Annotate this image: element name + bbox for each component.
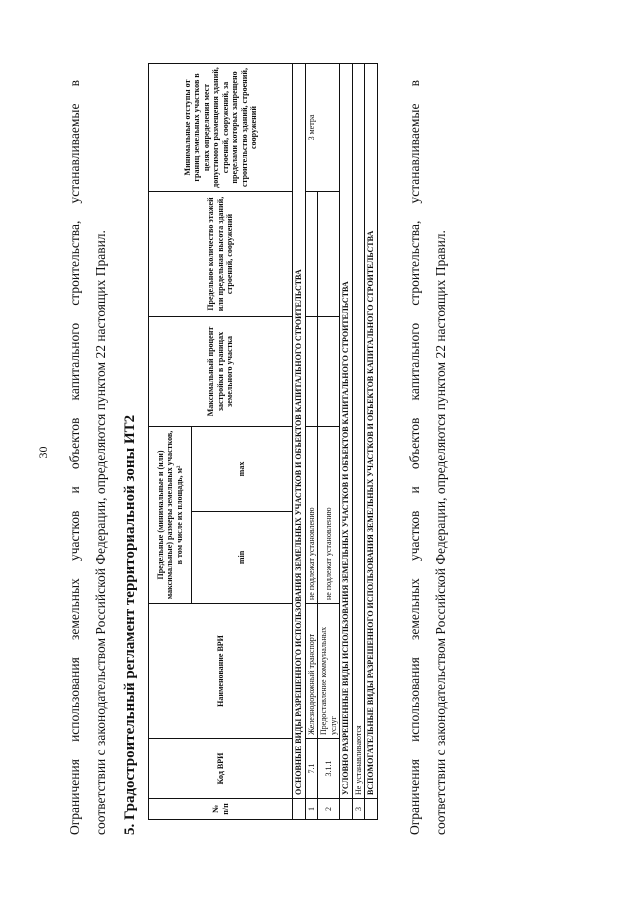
paragraph-line: соответствии с законодательством Российской Федерации, определяются пунктом 22 настоящих Правил. xyxy=(93,230,108,835)
section-main-label: ОСНОВНЫЕ ВИДЫ РАЗРЕШЕННОГО ИСПОЛЬЗОВАНИЯ ЗЕМЕЛЬНЫХ УЧАСТКОВ И ОБЪЕКТОВ КАПИТАЛЬНОГО СТРОИТЕЛЬСТВА xyxy=(293,64,306,799)
paragraph-line: Ограничения использования земельных участков и объектов капитального строительства, устанавливаемые в xyxy=(67,80,82,835)
header-offsets: Минимальные отступы от границ земельных участков в целях определения мест допустимого размещения зданий, строений, сооружений, за пределами которых запрещено строительство зданий, строений, сооружений xyxy=(149,64,293,192)
cell-num: 1 xyxy=(305,799,318,820)
header-max: max xyxy=(192,427,293,512)
cell-sizes: не подлежат установлению xyxy=(318,427,340,604)
cell-offsets: 3 метра xyxy=(305,64,340,192)
table-row xyxy=(352,64,365,820)
cell-floors xyxy=(318,192,340,317)
restrictions-paragraph-top xyxy=(62,80,114,835)
cell-code: 7.1 xyxy=(305,739,318,799)
paragraph-line: Ограничения использования земельных участков и объектов капитального строительства, устанавливаемые в xyxy=(407,80,422,835)
section-conditional-label: УСЛОВНО РАЗРЕШЕННЫЕ ВИДЫ ИСПОЛЬЗОВАНИЯ ЗЕМЕЛЬНЫХ УЧАСТКОВ И ОБЪЕКТОВ КАПИТАЛЬНОГО СТРОИТЕЛЬСТВА xyxy=(340,64,353,799)
cell-num: 3 xyxy=(352,799,365,820)
cell-name: Железнодорожный транспорт xyxy=(305,604,318,739)
table-row xyxy=(305,64,318,820)
cell-floors xyxy=(305,192,318,317)
paragraph-line: соответствии с законодательством Российской Федерации, определяются пунктом 22 настоящих Правил. xyxy=(433,230,448,835)
section-heading: 5. Градостроительный регламент территориальной зоны ИТ2 xyxy=(122,414,138,835)
cell-num: 2 xyxy=(318,799,340,820)
cell-percent xyxy=(305,317,318,427)
header-name: Наименование ВРИ xyxy=(149,604,293,739)
page-number: 30 xyxy=(36,446,50,459)
cell-text: Не устанавливаются xyxy=(352,64,365,799)
regulation-table xyxy=(148,63,378,820)
section-row-main xyxy=(293,64,306,820)
section-row-auxiliary xyxy=(365,64,378,820)
header-num: № п/п xyxy=(149,799,293,820)
header-row xyxy=(149,64,192,820)
cell-code: 3.1.1 xyxy=(318,739,340,799)
header-code: Код ВРИ xyxy=(149,739,293,799)
header-sizes: Предельные (минимальные и (или) максимальные) размеры земельных участков, в том числе их площадь, м² xyxy=(149,427,192,604)
section-row-conditional xyxy=(340,64,353,820)
cell-sizes: не подлежат установлению xyxy=(305,427,318,604)
section-auxiliary-label: ВСПОМОГАТЕЛЬНЫЕ ВИДЫ РАЗРЕШЕННОГО ИСПОЛЬЗОВАНИЯ ЗЕМЕЛЬНЫХ УЧАСТКОВ И ОБЪЕКТОВ КАПИТАЛЬНОГО СТРОИТЕЛЬСТВА xyxy=(365,64,378,799)
restrictions-paragraph-bottom xyxy=(402,80,454,835)
cell-percent xyxy=(318,317,340,427)
header-min: min xyxy=(192,512,293,604)
header-percent: Максимальный процент застройки в границах земельного участка xyxy=(149,317,293,427)
header-floors: Предельное количество этажей или предельная высота зданий, строений, сооружений xyxy=(149,192,293,317)
cell-name: Предоставление коммунальных услуг xyxy=(318,604,340,739)
